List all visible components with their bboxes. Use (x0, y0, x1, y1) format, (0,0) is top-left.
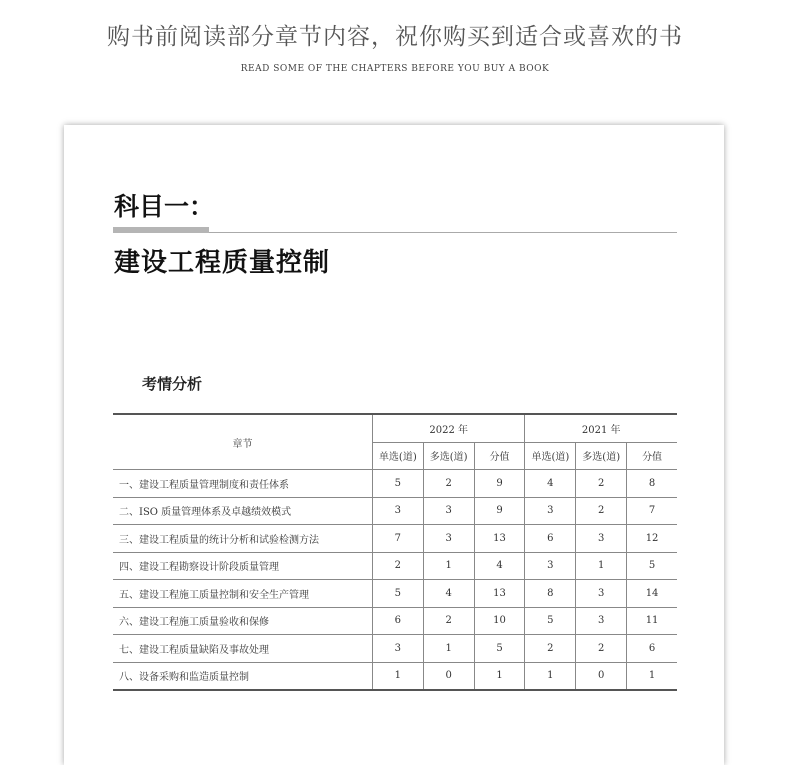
value-cell: 4 (525, 470, 576, 498)
value-cell: 2 (423, 607, 474, 635)
value-cell: 0 (576, 662, 627, 690)
chapter-name: 二、ISO 质量管理体系及卓越绩效模式 (113, 497, 372, 525)
year-header: 2021 年 (525, 414, 677, 442)
sub-column-header: 单选(道) (372, 442, 423, 470)
value-cell: 8 (525, 580, 576, 608)
value-cell: 6 (627, 635, 677, 663)
value-cell: 1 (627, 662, 677, 690)
table-row (113, 552, 677, 580)
sub-column-header: 分值 (627, 442, 677, 470)
value-cell: 2 (576, 497, 627, 525)
value-cell: 3 (372, 635, 423, 663)
year-header: 2022 年 (372, 414, 525, 442)
value-cell: 5 (372, 580, 423, 608)
value-cell: 1 (525, 662, 576, 690)
value-cell: 12 (627, 525, 677, 553)
value-cell: 3 (576, 580, 627, 608)
value-cell: 10 (474, 607, 525, 635)
sub-column-header: 分值 (474, 442, 525, 470)
value-cell: 9 (474, 470, 525, 498)
table-row (113, 662, 677, 690)
value-cell: 1 (576, 552, 627, 580)
chapter-name: 一、建设工程质量管理制度和责任体系 (113, 470, 372, 498)
subject-heading: 科目一： (114, 192, 215, 221)
value-cell: 6 (372, 607, 423, 635)
value-cell: 1 (474, 662, 525, 690)
chapter-column-header: 章节 (113, 414, 372, 470)
sub-column-header: 单选(道) (525, 442, 576, 470)
value-cell: 9 (474, 497, 525, 525)
value-cell: 3 (576, 607, 627, 635)
value-cell: 13 (474, 580, 525, 608)
value-cell: 3 (525, 552, 576, 580)
exam-analysis-table (113, 413, 677, 691)
chapter-name: 七、建设工程质量缺陷及事故处理 (113, 635, 372, 663)
chapter-name: 六、建设工程施工质量验收和保修 (113, 607, 372, 635)
value-cell: 1 (372, 662, 423, 690)
value-cell: 5 (372, 470, 423, 498)
value-cell: 3 (576, 525, 627, 553)
table-row (113, 497, 677, 525)
heading-accent-rule (113, 227, 209, 233)
value-cell: 6 (525, 525, 576, 553)
value-cell: 4 (423, 580, 474, 608)
value-cell: 3 (372, 497, 423, 525)
table-row (113, 607, 677, 635)
banner-subtitle: READ SOME OF THE CHAPTERS BEFORE YOU BUY A BOOK (240, 64, 550, 74)
chapter-name: 四、建设工程勘察设计阶段质量管理 (113, 552, 372, 580)
chapter-name: 三、建设工程质量的统计分析和试验检测方法 (113, 525, 372, 553)
value-cell: 14 (627, 580, 677, 608)
value-cell: 2 (576, 470, 627, 498)
table-row (113, 635, 677, 663)
value-cell: 13 (474, 525, 525, 553)
value-cell: 11 (627, 607, 677, 635)
value-cell: 1 (423, 635, 474, 663)
section-heading: 考情分析 (142, 375, 203, 393)
table-row (113, 580, 677, 608)
table-row (113, 525, 677, 553)
value-cell: 8 (627, 470, 677, 498)
value-cell: 3 (423, 497, 474, 525)
value-cell: 5 (474, 635, 525, 663)
value-cell: 2 (576, 635, 627, 663)
chapter-name: 五、建设工程施工质量控制和安全生产管理 (113, 580, 372, 608)
sub-column-header: 多选(道) (423, 442, 474, 470)
table-row (113, 470, 677, 498)
value-cell: 5 (525, 607, 576, 635)
value-cell: 1 (423, 552, 474, 580)
heading-divider (209, 232, 677, 233)
sub-column-header: 多选(道) (576, 442, 627, 470)
chapter-title: 建设工程质量控制 (114, 248, 331, 278)
value-cell: 7 (372, 525, 423, 553)
value-cell: 2 (525, 635, 576, 663)
value-cell: 3 (423, 525, 474, 553)
value-cell: 4 (474, 552, 525, 580)
value-cell: 2 (423, 470, 474, 498)
value-cell: 7 (627, 497, 677, 525)
book-page (64, 125, 724, 765)
value-cell: 3 (525, 497, 576, 525)
banner-title: 购书前阅读部分章节内容，祝你购买到适合或喜欢的书 (107, 24, 683, 50)
chapter-name: 八、设备采购和监造质量控制 (113, 662, 372, 690)
value-cell: 5 (627, 552, 677, 580)
value-cell: 0 (423, 662, 474, 690)
value-cell: 2 (372, 552, 423, 580)
